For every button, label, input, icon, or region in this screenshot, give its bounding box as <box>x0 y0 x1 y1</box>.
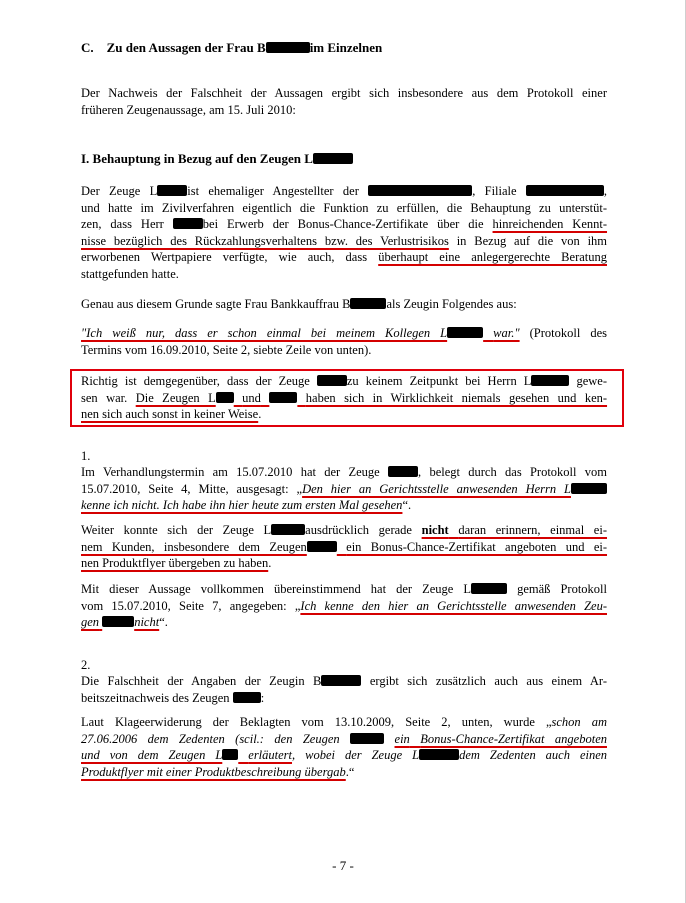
redaction <box>173 218 203 229</box>
redaction <box>526 185 604 196</box>
redaction <box>388 466 418 477</box>
redaction <box>216 392 234 403</box>
redaction <box>321 675 361 686</box>
redaction <box>266 42 310 53</box>
redaction <box>419 749 459 760</box>
redaction <box>531 375 569 386</box>
redaction <box>102 616 134 627</box>
paragraph-timesheet: Die Falschheit der Angaben der Zeugin B ergibt sich zusätzlich auch aus einem Ar- beitszeitnachweis des Zeugen : <box>81 674 607 705</box>
redaction <box>317 375 347 386</box>
redaction <box>269 392 297 403</box>
page-number: - 7 - <box>332 858 354 873</box>
paragraph-hearing: Im Verhandlungstermin am 15.07.2010 hat der Zeuge , belegt durch das Protokoll vom 15.07.2010, Seite 4, Mitte, ausgesagt: „Den hier an Gerichtsstelle anwesenden Herrn L kenne ich nicht. Ich habe ihn hier heute zum ersten Mal gesehen“. <box>81 465 608 513</box>
redaction <box>447 327 483 338</box>
redaction <box>271 524 305 535</box>
redaction <box>307 541 337 552</box>
redaction <box>233 692 261 703</box>
paragraph-testimony-intro: Genau aus diesem Grunde sagte Frau Bankkauffrau B als Zeugin Folgendes aus: <box>81 297 517 311</box>
paragraph-memory: Weiter konnte sich der Zeuge L ausdrücklich gerade nicht daran erinnern, einmal ei- nem Kunden, insbesondere dem Zeugen ein Bonus-Chance-Zertifikat angeboten und ei- nen Produktflyer übergeben zu haben. <box>81 523 608 571</box>
redaction <box>471 583 507 594</box>
paragraph-correction: Richtig ist demgegenüber, dass der Zeuge zu keinem Zeitpunkt bei Herrn L gewe- sen war. Die Zeugen L und haben sich in Wirklichkeit niemals gesehen und ken- nen sich auch sonst in keiner Weise. <box>81 374 608 422</box>
list-number-1: 1. <box>81 449 91 463</box>
paragraph-consistent: Mit dieser Aussage vollkommen übereinstimmend hat der Zeuge L gemäß Protokoll vom 15.07.2010, Seite 7, angegeben: „Ich kenne den hier an Gerichtsstelle anwesenden Zeu- gen nicht“. <box>81 582 607 630</box>
paragraph-reply: Laut Klageerwiderung der Beklagten vom 13.10.2009, Seite 2, unten, wurde „schon am 27.06.2006 dem Zedenten (scil.: den Zeugen ein Bonus-Chance-Zertifikat angeboten und von dem Zeugen L erläutert, wobei der Zeuge L dem Zedenten auch einen Produktflyer mit einer Produktbeschreibung übergab.“ <box>81 715 608 779</box>
redaction <box>350 298 386 309</box>
list-number-2: 2. <box>81 658 91 672</box>
intro-paragraph: Der Nachweis der Falschheit der Aussagen ergibt sich insbesondere aus dem Protokoll einer früheren Zeugenaussage, am 15. Juli 2010: <box>81 86 607 117</box>
redaction <box>313 153 353 164</box>
section-i-heading: I. Behauptung in Bezug auf den Zeugen L <box>81 151 607 168</box>
section-c-heading: C. Zu den Aussagen der Frau B im Einzelnen <box>81 40 383 55</box>
redaction <box>571 483 607 494</box>
redaction <box>157 185 187 196</box>
redaction <box>222 749 238 760</box>
redaction <box>350 733 384 744</box>
paragraph-quote: "Ich weiß nur, dass er schon einmal bei meinem Kollegen L war." (Protokoll des Termins vom 16.09.2010, Seite 2, siebte Zeile von unten). <box>81 326 607 357</box>
paragraph-witness-l: Der Zeuge L ist ehemaliger Angestellter der , Filiale , und hatte im Zivilverfahren eigentlich die Funktion zu erfüllen, die Behauptung zu unterstüt- zen, dass Herr bei Erwerb der Bonus-Chance-Zertifikate über die hinreichenden Kennt- nisse bezüglich des Rückzahlungsverhaltens bzw. des Verlustrisikos in Bezug auf die von ihm erworbenen Wertpapiere verfügte, wie auch, dass überhaupt eine anlegergerechte Beratung stattgefunden hatte. <box>81 184 608 281</box>
redaction <box>368 185 472 196</box>
